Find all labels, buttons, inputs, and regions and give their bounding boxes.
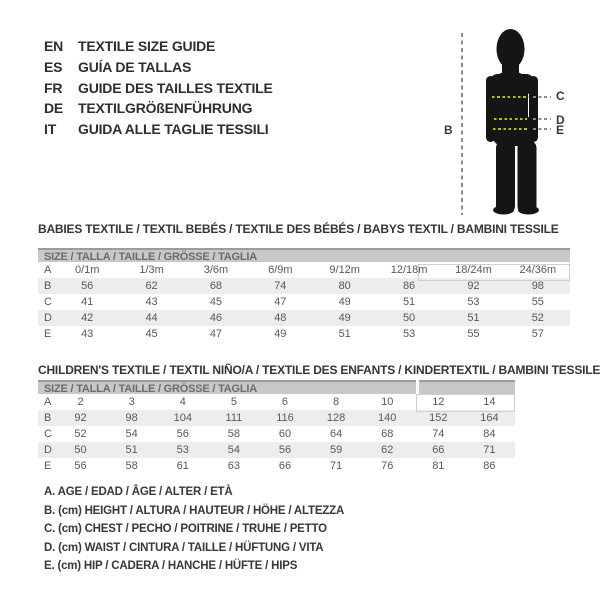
size-header-bar: SIZE / TALLA / TAILLE / GRÖSSE / TAGLIA <box>38 248 570 262</box>
cell: 14 <box>483 396 496 408</box>
cell: 44 <box>145 312 158 324</box>
cell: 50 <box>74 444 87 456</box>
cell: 54 <box>227 444 240 456</box>
cell: 50 <box>402 312 416 324</box>
cell: 57 <box>531 328 544 340</box>
cell: 53 <box>467 296 480 308</box>
cell: 41 <box>81 296 94 308</box>
cell: 84 <box>483 428 496 440</box>
chest-dotted-line <box>492 96 529 98</box>
cell: 53 <box>176 444 189 456</box>
cell: 59 <box>329 444 343 456</box>
legend-hip: E. (cm) HIP / CADERA / HANCHE / HÜFTE / HIPS <box>44 560 298 573</box>
cell: 62 <box>145 280 158 292</box>
waist-dash-extension <box>533 118 551 120</box>
legend-waist: D. (cm) WAIST / CINTURA / TAILLE / HÜFTUNG / VITA <box>44 541 324 554</box>
legend-height: B. (cm) HEIGHT / ALTURA / HAUTEUR / HÖHE / ALTEZZA <box>44 504 345 517</box>
cell: 56 <box>278 444 292 456</box>
babies-table-title: BABIES TEXTILE / TEXTIL BEBÉS / TEXTILE DES BÉBÉS / BABYS TEXTIL / BAMBINI TESSILE <box>38 222 559 236</box>
cell: 60 <box>278 428 292 440</box>
table-row-b <box>38 278 570 294</box>
cell: 52 <box>531 312 544 324</box>
table-row-d <box>38 442 515 458</box>
cell: 81 <box>432 460 445 472</box>
cell: 24/36m <box>519 264 557 276</box>
row-label: D <box>44 444 52 456</box>
cell: 46 <box>209 312 223 324</box>
cell: 86 <box>402 280 416 292</box>
language-code: EN <box>44 38 64 54</box>
cell: 92 <box>467 280 480 292</box>
cell: 6 <box>281 396 289 408</box>
cell: 3 <box>128 396 135 408</box>
chest-dash-extension <box>533 96 551 98</box>
cell: 53 <box>402 328 416 340</box>
row-label: E <box>44 460 52 472</box>
cell: 12/18m <box>390 264 428 276</box>
language-code: DE <box>44 100 64 117</box>
cell: 56 <box>74 460 87 472</box>
cell: 54 <box>125 428 138 440</box>
table-row-d <box>38 310 570 326</box>
language-title: TEXTILGRÖßENFÜHRUNG <box>78 100 253 117</box>
legend-age: A. AGE / EDAD / ÂGE / ALTER / ETÀ <box>44 486 233 498</box>
language-title: TEXTILE SIZE GUIDE <box>78 38 216 54</box>
cell: 92 <box>74 412 87 424</box>
cell: 58 <box>227 428 240 440</box>
cell: 43 <box>145 296 158 308</box>
cell: 47 <box>209 328 223 340</box>
babies-size-table <box>38 248 570 342</box>
table-row-c <box>38 294 570 310</box>
cell: 18/24m <box>455 264 492 276</box>
cell: 0/1m <box>74 264 100 276</box>
cell: 49 <box>338 312 351 324</box>
hip-dotted-line <box>493 128 528 130</box>
row-label: C <box>44 428 52 440</box>
cell: 164 <box>480 412 499 424</box>
row-label: A <box>44 264 52 276</box>
language-title: GUÍA DE TALLAS <box>78 58 192 75</box>
cell: 4 <box>179 396 186 408</box>
legend-chest: C. (cm) CHEST / PECHO / POITRINE / TRUHE / PETTO <box>44 523 327 536</box>
table-row-c <box>38 426 515 442</box>
cell: 76 <box>381 460 394 472</box>
language-row-es <box>44 57 273 78</box>
chest-measure-label: C <box>556 89 565 103</box>
cell: 66 <box>432 444 445 456</box>
cell: 5 <box>230 396 237 408</box>
cell: 49 <box>274 328 287 340</box>
child-silhouette-icon <box>477 28 547 218</box>
cell: 55 <box>467 328 480 340</box>
cell: 52 <box>74 428 87 440</box>
cell: 56 <box>176 428 189 440</box>
cell: 42 <box>81 312 94 324</box>
cell: 2 <box>77 396 84 408</box>
cell: 3/6m <box>203 264 229 276</box>
row-label: E <box>44 328 52 340</box>
row-label: B <box>44 280 52 292</box>
language-row-it <box>44 119 273 140</box>
cell: 61 <box>176 460 189 472</box>
cell: 45 <box>209 296 223 308</box>
cell: 63 <box>227 460 240 472</box>
row-label: D <box>44 312 52 324</box>
measurement-legend <box>44 483 344 576</box>
cell: 80 <box>338 280 351 292</box>
cell: 116 <box>276 412 294 424</box>
cell: 49 <box>338 296 351 308</box>
cell: 98 <box>125 412 138 424</box>
cell: 111 <box>225 412 243 424</box>
row-label: B <box>44 412 52 424</box>
cell: 47 <box>274 296 287 308</box>
cell: 104 <box>173 412 192 424</box>
cell: 12 <box>432 396 445 408</box>
cell: 152 <box>429 412 448 424</box>
children-size-table <box>38 380 515 474</box>
table-row-e <box>38 326 570 342</box>
waist-dotted-line <box>494 118 527 120</box>
table-row-e <box>38 458 515 474</box>
cell: 98 <box>531 280 544 292</box>
children-table-title: CHILDREN'S TEXTILE / TEXTIL NIÑO/A / TEXTILE DES ENFANTS / KINDERTEXTIL / BAMBINI TESSILE <box>38 363 600 377</box>
language-code: FR <box>44 79 63 96</box>
row-label: A <box>44 396 52 408</box>
height-measure-label: B <box>444 123 453 137</box>
language-code: ES <box>44 58 63 75</box>
table-row-b <box>38 410 515 426</box>
language-title: GUIDA ALLE TAGLIE TESSILI <box>78 121 269 138</box>
cell: 74 <box>274 280 287 292</box>
cell: 140 <box>378 412 397 424</box>
language-code: IT <box>44 121 57 138</box>
cell: 66 <box>278 460 292 472</box>
cell: 64 <box>329 428 343 440</box>
hip-measure-label: E <box>556 123 565 137</box>
cell: 51 <box>125 444 138 456</box>
language-row-fr <box>44 78 273 99</box>
cell: 128 <box>326 412 346 424</box>
language-list <box>44 36 273 140</box>
cell: 1/3m <box>139 264 164 276</box>
cell: 43 <box>81 328 94 340</box>
table-row-a <box>38 394 515 410</box>
height-dashed-line <box>461 33 463 215</box>
size-highlight-notch <box>416 380 419 395</box>
cell: 62 <box>381 444 394 456</box>
size-header-bar: SIZE / TALLA / TAILLE / GRÖSSE / TAGLIA <box>38 380 515 394</box>
cell: 68 <box>209 280 223 292</box>
language-row-de <box>44 98 273 119</box>
cell: 56 <box>81 280 94 292</box>
cell: 6/9m <box>268 264 293 276</box>
table-row-a <box>38 262 570 278</box>
cell: 71 <box>483 444 496 456</box>
cell: 51 <box>402 296 416 308</box>
row-label: C <box>44 296 52 308</box>
waist-measure-label: D <box>556 113 565 127</box>
cell: 58 <box>125 460 138 472</box>
cell: 68 <box>381 428 394 440</box>
cell: 8 <box>333 396 340 408</box>
cell: 86 <box>483 460 496 472</box>
cell: 45 <box>145 328 158 340</box>
cell: 51 <box>467 312 480 324</box>
cell: 48 <box>274 312 287 324</box>
hip-dash-extension <box>533 128 551 130</box>
child-measurement-diagram <box>440 24 590 224</box>
cell: 9/12m <box>329 264 360 276</box>
language-title: GUIDE DES TAILLES TEXTILE <box>78 79 273 96</box>
cell: 55 <box>531 296 544 308</box>
cell: 71 <box>329 460 343 472</box>
cell: 74 <box>432 428 445 440</box>
cell: 51 <box>338 328 351 340</box>
cell: 10 <box>381 396 394 408</box>
language-row-en <box>44 36 273 57</box>
